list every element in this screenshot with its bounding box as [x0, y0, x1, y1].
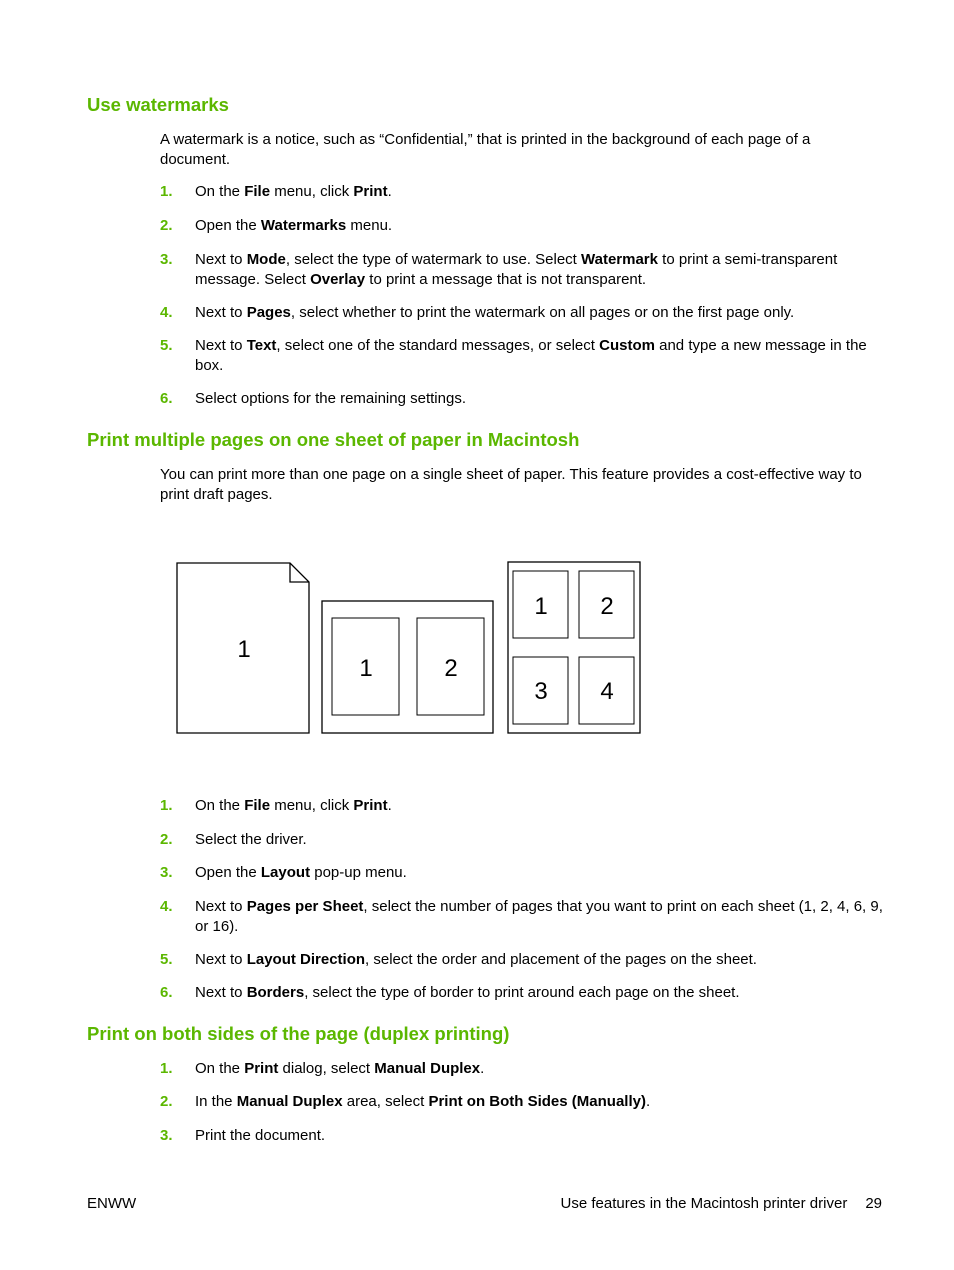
step-text: Next to Borders, select the type of border to print around each page on the sheet.: [195, 984, 740, 1001]
step-text: Next to Text, select one of the standard messages, or select Custom and type a new message in the box.: [195, 337, 867, 374]
step-number: 6.: [160, 984, 173, 1001]
step-number: 2.: [160, 831, 173, 848]
list-item: [160, 863, 884, 883]
step-number: 2.: [160, 1093, 173, 1110]
multiple-pages-intro: You can print more than one page on a single sheet of paper. This feature provides a cost-effective way to print draft pages.: [160, 466, 862, 503]
step-text: Select the driver.: [195, 831, 307, 848]
step-number: 4.: [160, 304, 173, 321]
page-label: 2: [444, 655, 458, 682]
step-number: 3.: [160, 864, 173, 881]
four-up-sheet: [508, 562, 640, 733]
page-number: 29: [865, 1195, 882, 1212]
footer-chapter: Use features in the Macintosh printer driver: [560, 1195, 848, 1212]
step-number: 1.: [160, 1060, 173, 1077]
step-number: 6.: [160, 390, 173, 407]
step-text: Open the Layout pop-up menu.: [195, 864, 407, 881]
step-number: 1.: [160, 797, 173, 814]
step-text: Next to Pages per Sheet, select the number of pages that you want to print on each sheet (1, 2, 4, 6, 9, or 16).: [195, 898, 883, 935]
step-text: On the Print dialog, select Manual Duplex.: [195, 1060, 485, 1077]
watermarks-intro: A watermark is a notice, such as “Confidential,” that is printed in the background of each page of a document.: [160, 131, 811, 168]
step-number: 2.: [160, 217, 173, 234]
list-item: [160, 796, 884, 816]
list-item: [160, 897, 884, 936]
page-label: 1: [359, 655, 373, 682]
step-text: Next to Pages, select whether to print the watermark on all pages or on the first page only.: [195, 304, 795, 321]
step-number: 5.: [160, 951, 173, 968]
footer-right: [561, 1194, 882, 1213]
step-text: Next to Layout Direction, select the order and placement of the pages on the sheet.: [195, 951, 757, 968]
step-text: Next to Mode, select the type of watermark to use. Select Watermark to print a semi-transparent message. Select Overlay to print a message that is not transparent.: [195, 251, 838, 288]
step-text: Select options for the remaining settings.: [195, 390, 466, 407]
step-text: On the File menu, click Print.: [195, 183, 392, 200]
list-item: [160, 830, 884, 850]
step-text: On the File menu, click Print.: [195, 797, 392, 814]
page-label: 3: [534, 678, 548, 705]
footer-left: ENWW: [87, 1195, 137, 1212]
step-text: In the Manual Duplex area, select Print on Both Sides (Manually).: [195, 1093, 651, 1110]
list-item: [160, 1126, 884, 1146]
section-heading-watermarks: Use watermarks: [87, 94, 229, 115]
page-label: 4: [600, 678, 614, 705]
single-page-sheet: [177, 563, 309, 733]
section-heading-multiple-pages: Print multiple pages on one sheet of paper in Macintosh: [87, 429, 580, 450]
step-number: 4.: [160, 898, 173, 915]
list-item: [160, 950, 884, 970]
step-number: 1.: [160, 183, 173, 200]
step-number: 5.: [160, 337, 173, 354]
step-text: Open the Watermarks menu.: [195, 217, 393, 234]
list-item: [160, 1092, 884, 1112]
page-label: 1: [237, 636, 251, 663]
step-number: 3.: [160, 251, 173, 268]
page-label: 2: [600, 593, 614, 620]
step-text: Print the document.: [195, 1127, 326, 1144]
list-item: [160, 983, 884, 1003]
section-heading-duplex: Print on both sides of the page (duplex printing): [87, 1023, 510, 1044]
page-label: 1: [534, 593, 548, 620]
two-up-sheet: [322, 601, 493, 733]
list-item: [160, 1059, 884, 1079]
step-number: 3.: [160, 1127, 173, 1144]
